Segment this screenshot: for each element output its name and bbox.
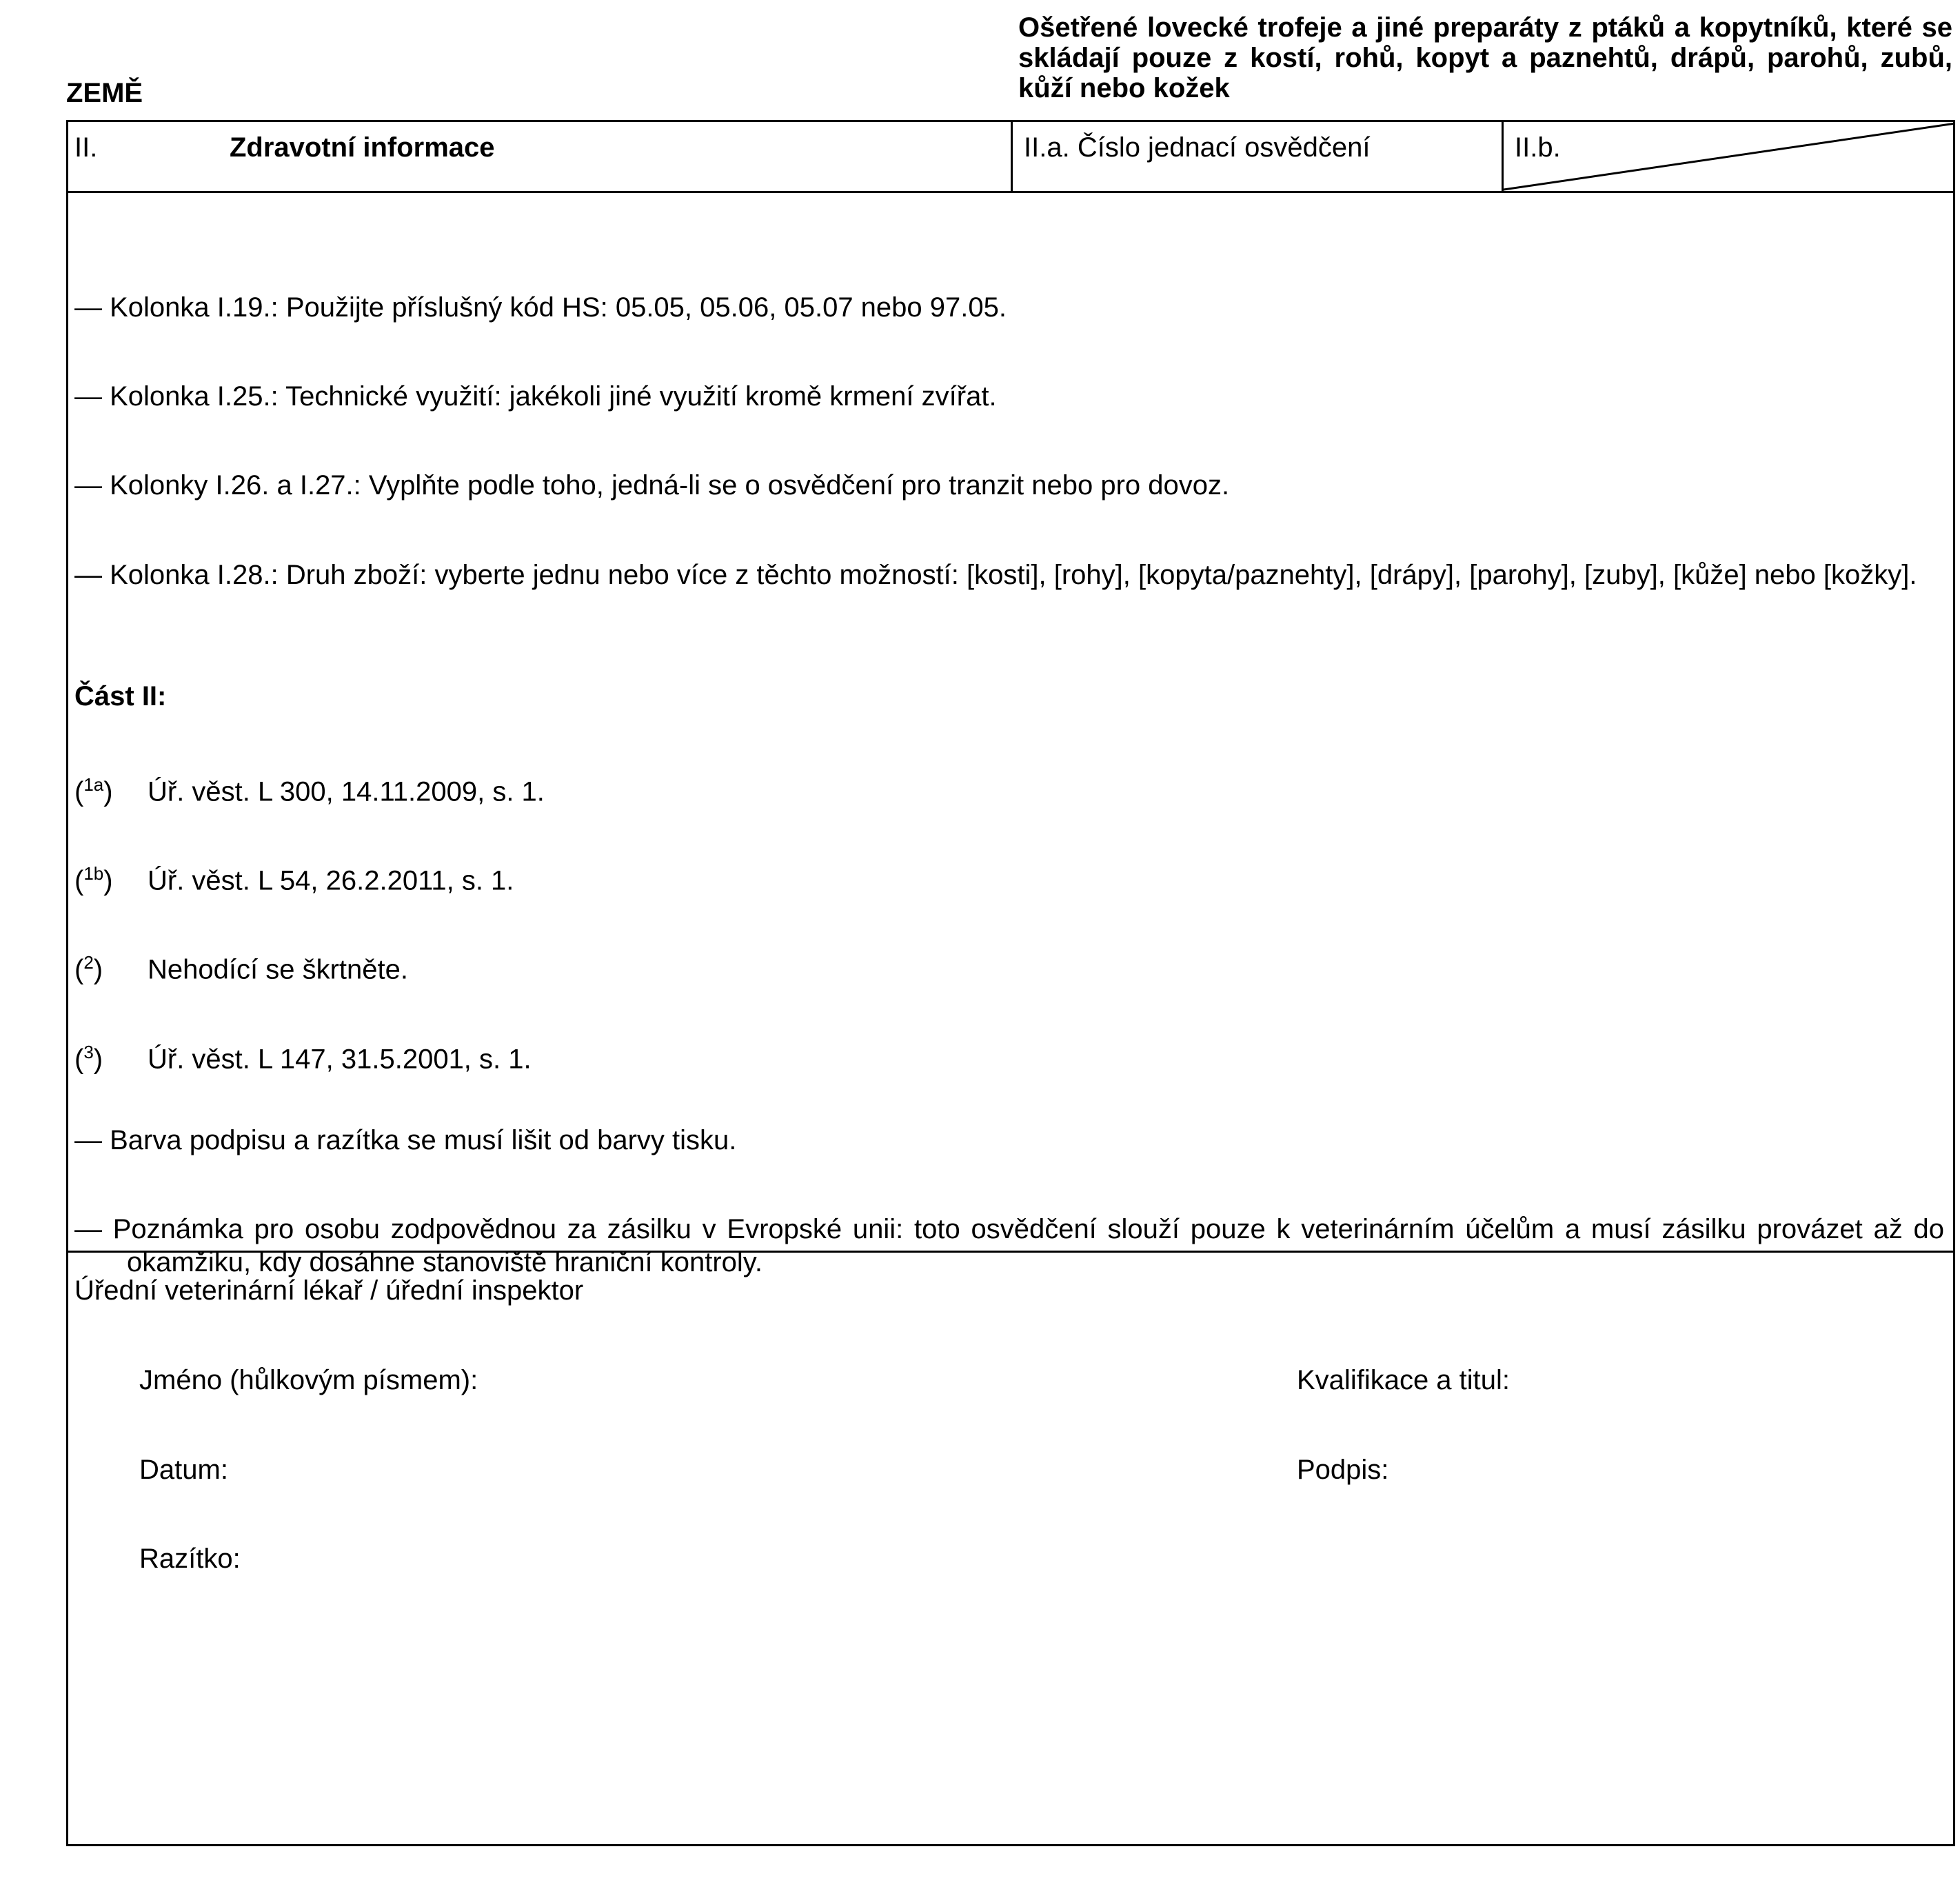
signature-section — [68, 1253, 1953, 1846]
note-item: — Barva podpisu a razítka se musí lišit od barvy tisku. — [74, 1125, 737, 1155]
footnote-text: Úř. věst. L 54, 26.2.2011, s. 1. — [148, 865, 514, 896]
notes-section — [68, 193, 1953, 1277]
footnote-mark: 2 — [83, 952, 94, 973]
part2-heading: Část II: — [74, 681, 167, 711]
note-item: — Kolonka I.19.: Použijte příslušný kód HS: 05.05, 05.06, 05.07 nebo 97.05. — [74, 292, 1007, 323]
official-label: Úřední veterinární lékař / úřední inspektor — [74, 1275, 584, 1306]
footnote-mark: 1b — [83, 863, 104, 884]
footnote-item: ($^3$) Úř. věst. L 147, 31.5.2001, s. 1. — [74, 1042, 532, 1075]
name-field-label: Jméno (hůlkovým písmem): — [139, 1365, 478, 1395]
table-header-row — [68, 122, 1953, 193]
reference-cell — [1013, 122, 1504, 191]
signature-field-label: Podpis: — [1297, 1455, 1389, 1485]
reference-label: II.a. Číslo jednací osvědčení — [1024, 132, 1371, 163]
iib-label: II.b. — [1515, 132, 1561, 163]
section-cell — [68, 122, 1013, 191]
certificate-title: Ošetřené lovecké trofeje a jiné preparáty z ptáků a kopytníků, které se skládají pouze z kostí, rohů, kopyt a paznehtů, drápů, parohů, zubů, kůží nebo kožek — [1018, 12, 1952, 103]
footnote-item: ($^2$) Nehodící se škrtněte. — [74, 952, 408, 985]
footnote-mark: 1a — [83, 774, 104, 795]
footnote-text: Nehodící se škrtněte. — [148, 954, 408, 985]
note-item: — Kolonka I.28.: Druh zboží: vyberte jednu nebo více z těchto možností: [kosti], [rohy], [kopyta/paznehty], [drápy], [parohy], [zuby], [kůže] nebo [kožky]. — [74, 560, 1917, 590]
section-number: II. — [74, 132, 98, 163]
date-field-label: Datum: — [139, 1455, 228, 1485]
note-item: — Kolonky I.26. a I.27.: Vyplňte podle toho, jedná-li se o osvědčení pro tranzit nebo pro dovoz. — [74, 470, 1230, 501]
section-title: Zdravotní informace — [230, 132, 495, 163]
qualification-field-label: Kvalifikace a titul: — [1297, 1365, 1511, 1395]
footnote-item: ($^{1b}$) Úř. věst. L 54, 26.2.2011, s. 1. — [74, 863, 514, 896]
certificate-box — [66, 120, 1955, 1846]
footnote-text: Úř. věst. L 300, 14.11.2009, s. 1. — [148, 776, 545, 807]
note-item: — Poznámka pro osobu zodpovědnou za zásilku v Evropské unii: toto osvědčení slouží pouze k veterinárním účelům a musí zásilku provázet až do okamžiku, kdy dosáhne stanoviště hraniční kontroly. — [74, 1214, 1944, 1277]
diagonal-strike-line — [1504, 122, 1955, 191]
note-item: — Kolonka I.25.: Technické využití: jakékoli jiné využití kromě krmení zvířat. — [74, 381, 997, 412]
iib-cell — [1504, 122, 1955, 191]
footnote-item: ($^{1a}$) Úř. věst. L 300, 14.11.2009, s. 1. — [74, 774, 545, 807]
footnote-text: Úř. věst. L 147, 31.5.2001, s. 1. — [148, 1044, 532, 1075]
stamp-field-label: Razítko: — [139, 1544, 241, 1574]
country-label: ZEMĚ — [66, 78, 143, 108]
footnote-mark: 3 — [83, 1042, 94, 1062]
